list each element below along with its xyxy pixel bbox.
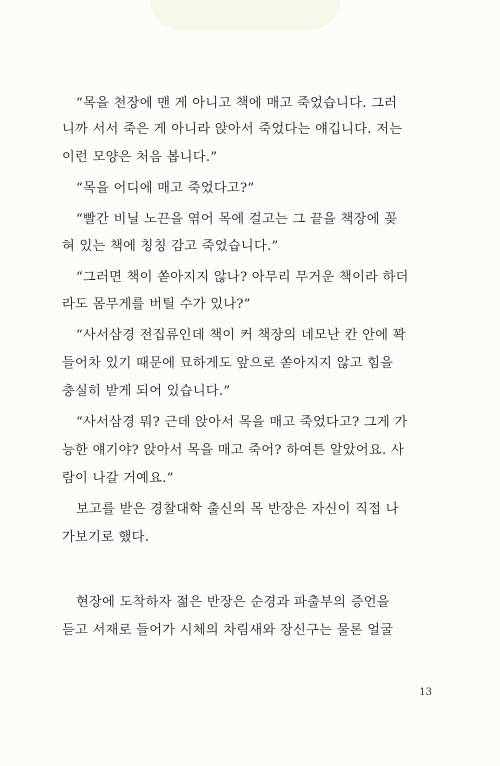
text-line: 람이 나갈 거예요.” — [62, 471, 174, 486]
text-line: 듣고 서재로 들어가 시체의 차림새와 장신구는 물론 얼굴 — [62, 623, 394, 638]
text-line: “목을 천장에 맨 게 아니고 책에 매고 죽었습니다. 그러 — [76, 96, 398, 111]
text-line: 가보기로 했다. — [62, 530, 150, 545]
text-line: 능한 얘기야? 앉아서 목을 매고 죽어? 하여튼 알았어요. 사 — [62, 443, 405, 458]
text-line: 들어차 있기 때문에 묘하게도 앞으로 쏟아지지 않고 힘을 — [62, 356, 394, 371]
text-line: “빨간 비닐 노끈을 엮어 목에 걸고는 그 끝을 책장에 꽂 — [76, 212, 398, 227]
text-line: 이런 모양은 처음 봅니다.” — [62, 150, 218, 165]
text-line: 니까 서서 죽은 게 아니라 앉아서 죽었다는 얘깁니다. 저는 — [62, 122, 403, 137]
text-line: 현장에 도착하자 젊은 반장은 순경과 파출부의 증언을 — [76, 595, 390, 610]
text-line: “사서삼경 뭐? 근데 앉아서 목을 매고 죽었다고? 그게 가 — [76, 415, 408, 430]
text-line: 충실히 받게 되어 있습니다.” — [62, 384, 231, 399]
text-line: “사서삼경 전집류인데 책이 커 책장의 네모난 칸 안에 꽉 — [76, 328, 406, 343]
text-line: “목을 어디에 매고 죽었다고?” — [76, 181, 255, 196]
page-number: 13 — [419, 687, 432, 698]
text-line: “그러면 책이 쏟아지지 않나? 아무리 무거운 책이라 하더 — [76, 270, 409, 285]
text-line: 라도 몸무게를 버틸 수가 있나?” — [62, 297, 251, 312]
text-line: 보고를 받은 경찰대학 출신의 목 반장은 자신이 직접 나 — [76, 502, 399, 517]
text-line: 혀 있는 책에 칭칭 감고 죽었습니다.” — [62, 239, 279, 254]
